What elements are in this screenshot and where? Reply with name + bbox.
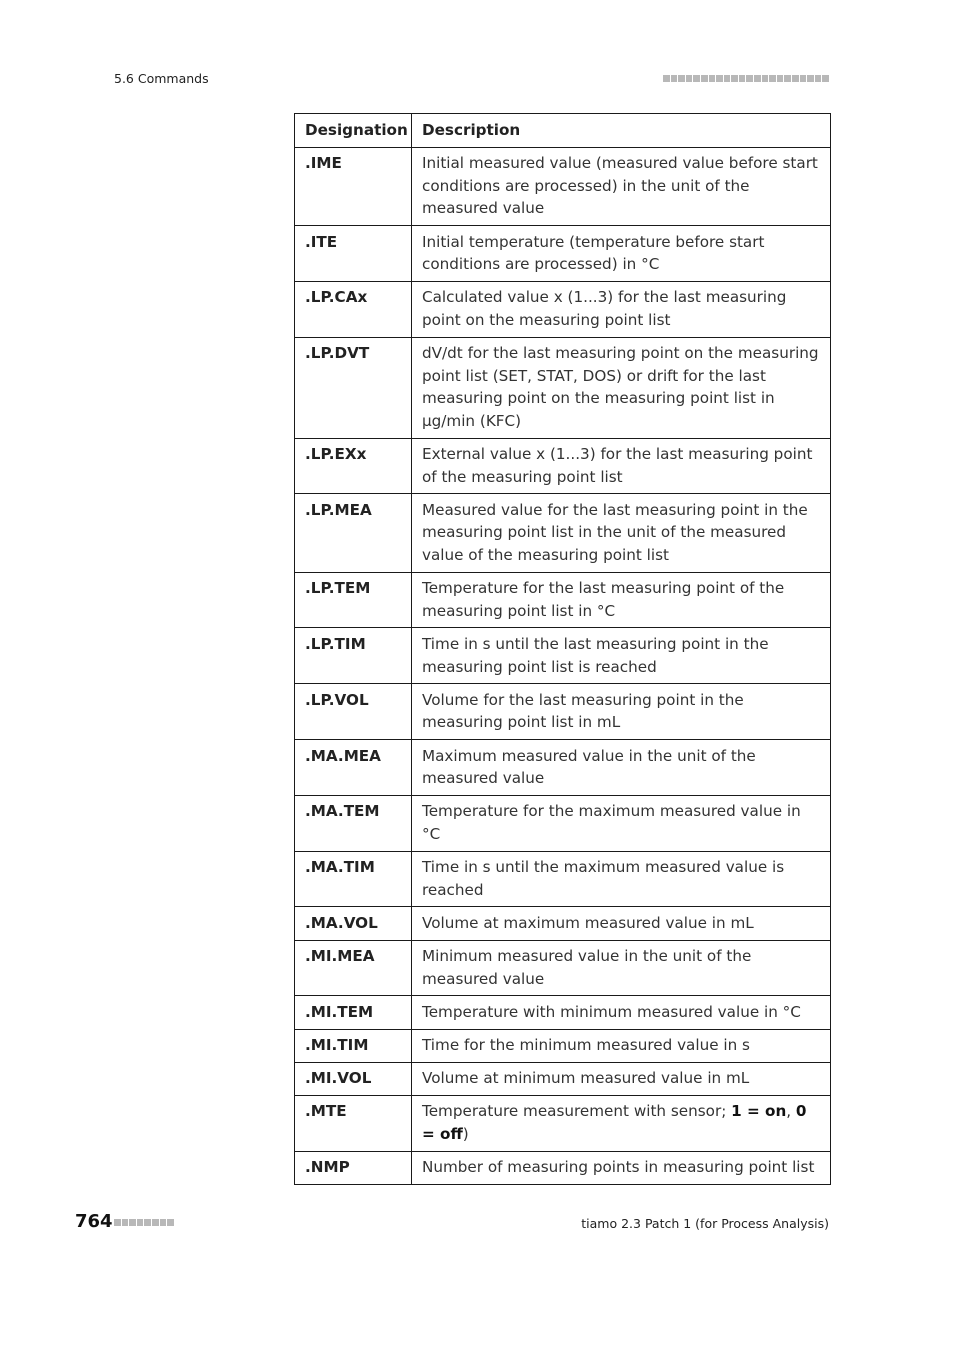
designation-cell: .IME [295,147,412,225]
table-row [295,1029,831,1062]
description-cell: External value x (1...3) for the last measuring point of the measuring point list [412,438,831,494]
table-row [295,1062,831,1095]
header-dot [693,75,700,82]
header-dot [815,75,822,82]
designation-cell: .MI.MEA [295,940,412,996]
table-row [295,438,831,494]
table-row [295,281,831,337]
table-row [295,1095,831,1151]
value-off: 0 = off [422,1102,807,1144]
table-row [295,337,831,438]
header-dot [686,75,693,82]
table-row [295,684,831,740]
description-cell: Initial measured value (measured value before start conditions are processed) in the unit of the measured value [412,147,831,225]
description-cell: Number of measuring points in measuring point list [412,1151,831,1184]
designation-cell: .MA.TEM [295,795,412,851]
table-row [295,572,831,628]
description-cell: Temperature for the maximum measured value in °C [412,795,831,851]
footer-dot [144,1219,151,1226]
header-dot [746,75,753,82]
designation-cell: .MA.MEA [295,740,412,796]
footer-dot [122,1219,129,1226]
designation-cell: .MTE [295,1095,412,1151]
table-row [295,628,831,684]
footer-dot [167,1219,174,1226]
header-dot [792,75,799,82]
description-cell: Time in s until the maximum measured value is reached [412,851,831,907]
header-dot [769,75,776,82]
designation-cell: .MA.VOL [295,907,412,940]
table-row [295,225,831,281]
header-dot [731,75,738,82]
page-number: 764 [75,1211,113,1232]
header-dot [701,75,708,82]
value-separator: , [786,1102,796,1121]
footer-dot [129,1219,136,1226]
description-cell: Calculated value x (1...3) for the last measuring point on the measuring point list [412,281,831,337]
header-dot [784,75,791,82]
description-cell: Maximum measured value in the unit of the measured value [412,740,831,796]
designation-cell: .LP.VOL [295,684,412,740]
header-dot [678,75,685,82]
header-dot [777,75,784,82]
description-suffix: ) [462,1125,469,1144]
table-row [295,147,831,225]
header-dot [716,75,723,82]
header-dot-bar [663,75,829,82]
header-dot [724,75,731,82]
designation-cell: .LP.CAx [295,281,412,337]
description-cell: Volume at maximum measured value in mL [412,907,831,940]
footer-dot [114,1219,121,1226]
header-dot [822,75,829,82]
footer-dot [152,1219,159,1226]
table-row [295,907,831,940]
header-dot [663,75,670,82]
table-row [295,494,831,572]
value-on: 1 = on [731,1102,787,1121]
designation-cell: .LP.EXx [295,438,412,494]
table-row [295,1151,831,1184]
column-header-designation: Designation [295,114,412,148]
description-cell: Measured value for the last measuring point in the measuring point list in the unit of the measured value of the measuring point list [412,494,831,572]
designation-cell: .MI.TEM [295,996,412,1029]
description-cell [412,1095,831,1151]
designation-cell: .LP.TEM [295,572,412,628]
commands-table [294,113,831,1185]
description-cell: Initial temperature (temperature before start conditions are processed) in °C [412,225,831,281]
description-cell: Time in s until the last measuring point in the measuring point list is reached [412,628,831,684]
footer-dot [137,1219,144,1226]
table-row [295,795,831,851]
designation-cell: .ITE [295,225,412,281]
header-dot [807,75,814,82]
header-dot [754,75,761,82]
description-prefix: Temperature measurement with sensor; [422,1102,732,1121]
section-title: 5.6 Commands [114,71,209,86]
header-dot [800,75,807,82]
header-dot [671,75,678,82]
description-cell: Time for the minimum measured value in s [412,1029,831,1062]
designation-cell: .MI.TIM [295,1029,412,1062]
footer-dot-bar [114,1219,174,1226]
designation-cell: .NMP [295,1151,412,1184]
table-row [295,740,831,796]
column-header-description: Description [412,114,831,148]
table-header-row [295,114,831,148]
designation-cell: .MI.VOL [295,1062,412,1095]
description-cell: Temperature for the last measuring point of the measuring point list in °C [412,572,831,628]
product-name: tiamo 2.3 Patch 1 (for Process Analysis) [581,1216,829,1231]
designation-cell: .LP.TIM [295,628,412,684]
description-cell: Volume for the last measuring point in the measuring point list in mL [412,684,831,740]
description-cell: Temperature with minimum measured value in °C [412,996,831,1029]
description-cell: Volume at minimum measured value in mL [412,1062,831,1095]
designation-cell: .MA.TIM [295,851,412,907]
table-row [295,940,831,996]
description-cell: Minimum measured value in the unit of the measured value [412,940,831,996]
header-dot [762,75,769,82]
footer-dot [160,1219,167,1226]
table-row [295,996,831,1029]
table-row [295,851,831,907]
header-dot [739,75,746,82]
designation-cell: .LP.MEA [295,494,412,572]
designation-cell: .LP.DVT [295,337,412,438]
description-cell: dV/dt for the last measuring point on the measuring point list (SET, STAT, DOS) or drift for the last measuring point on the measuring point list in µg/min (KFC) [412,337,831,438]
header-dot [709,75,716,82]
